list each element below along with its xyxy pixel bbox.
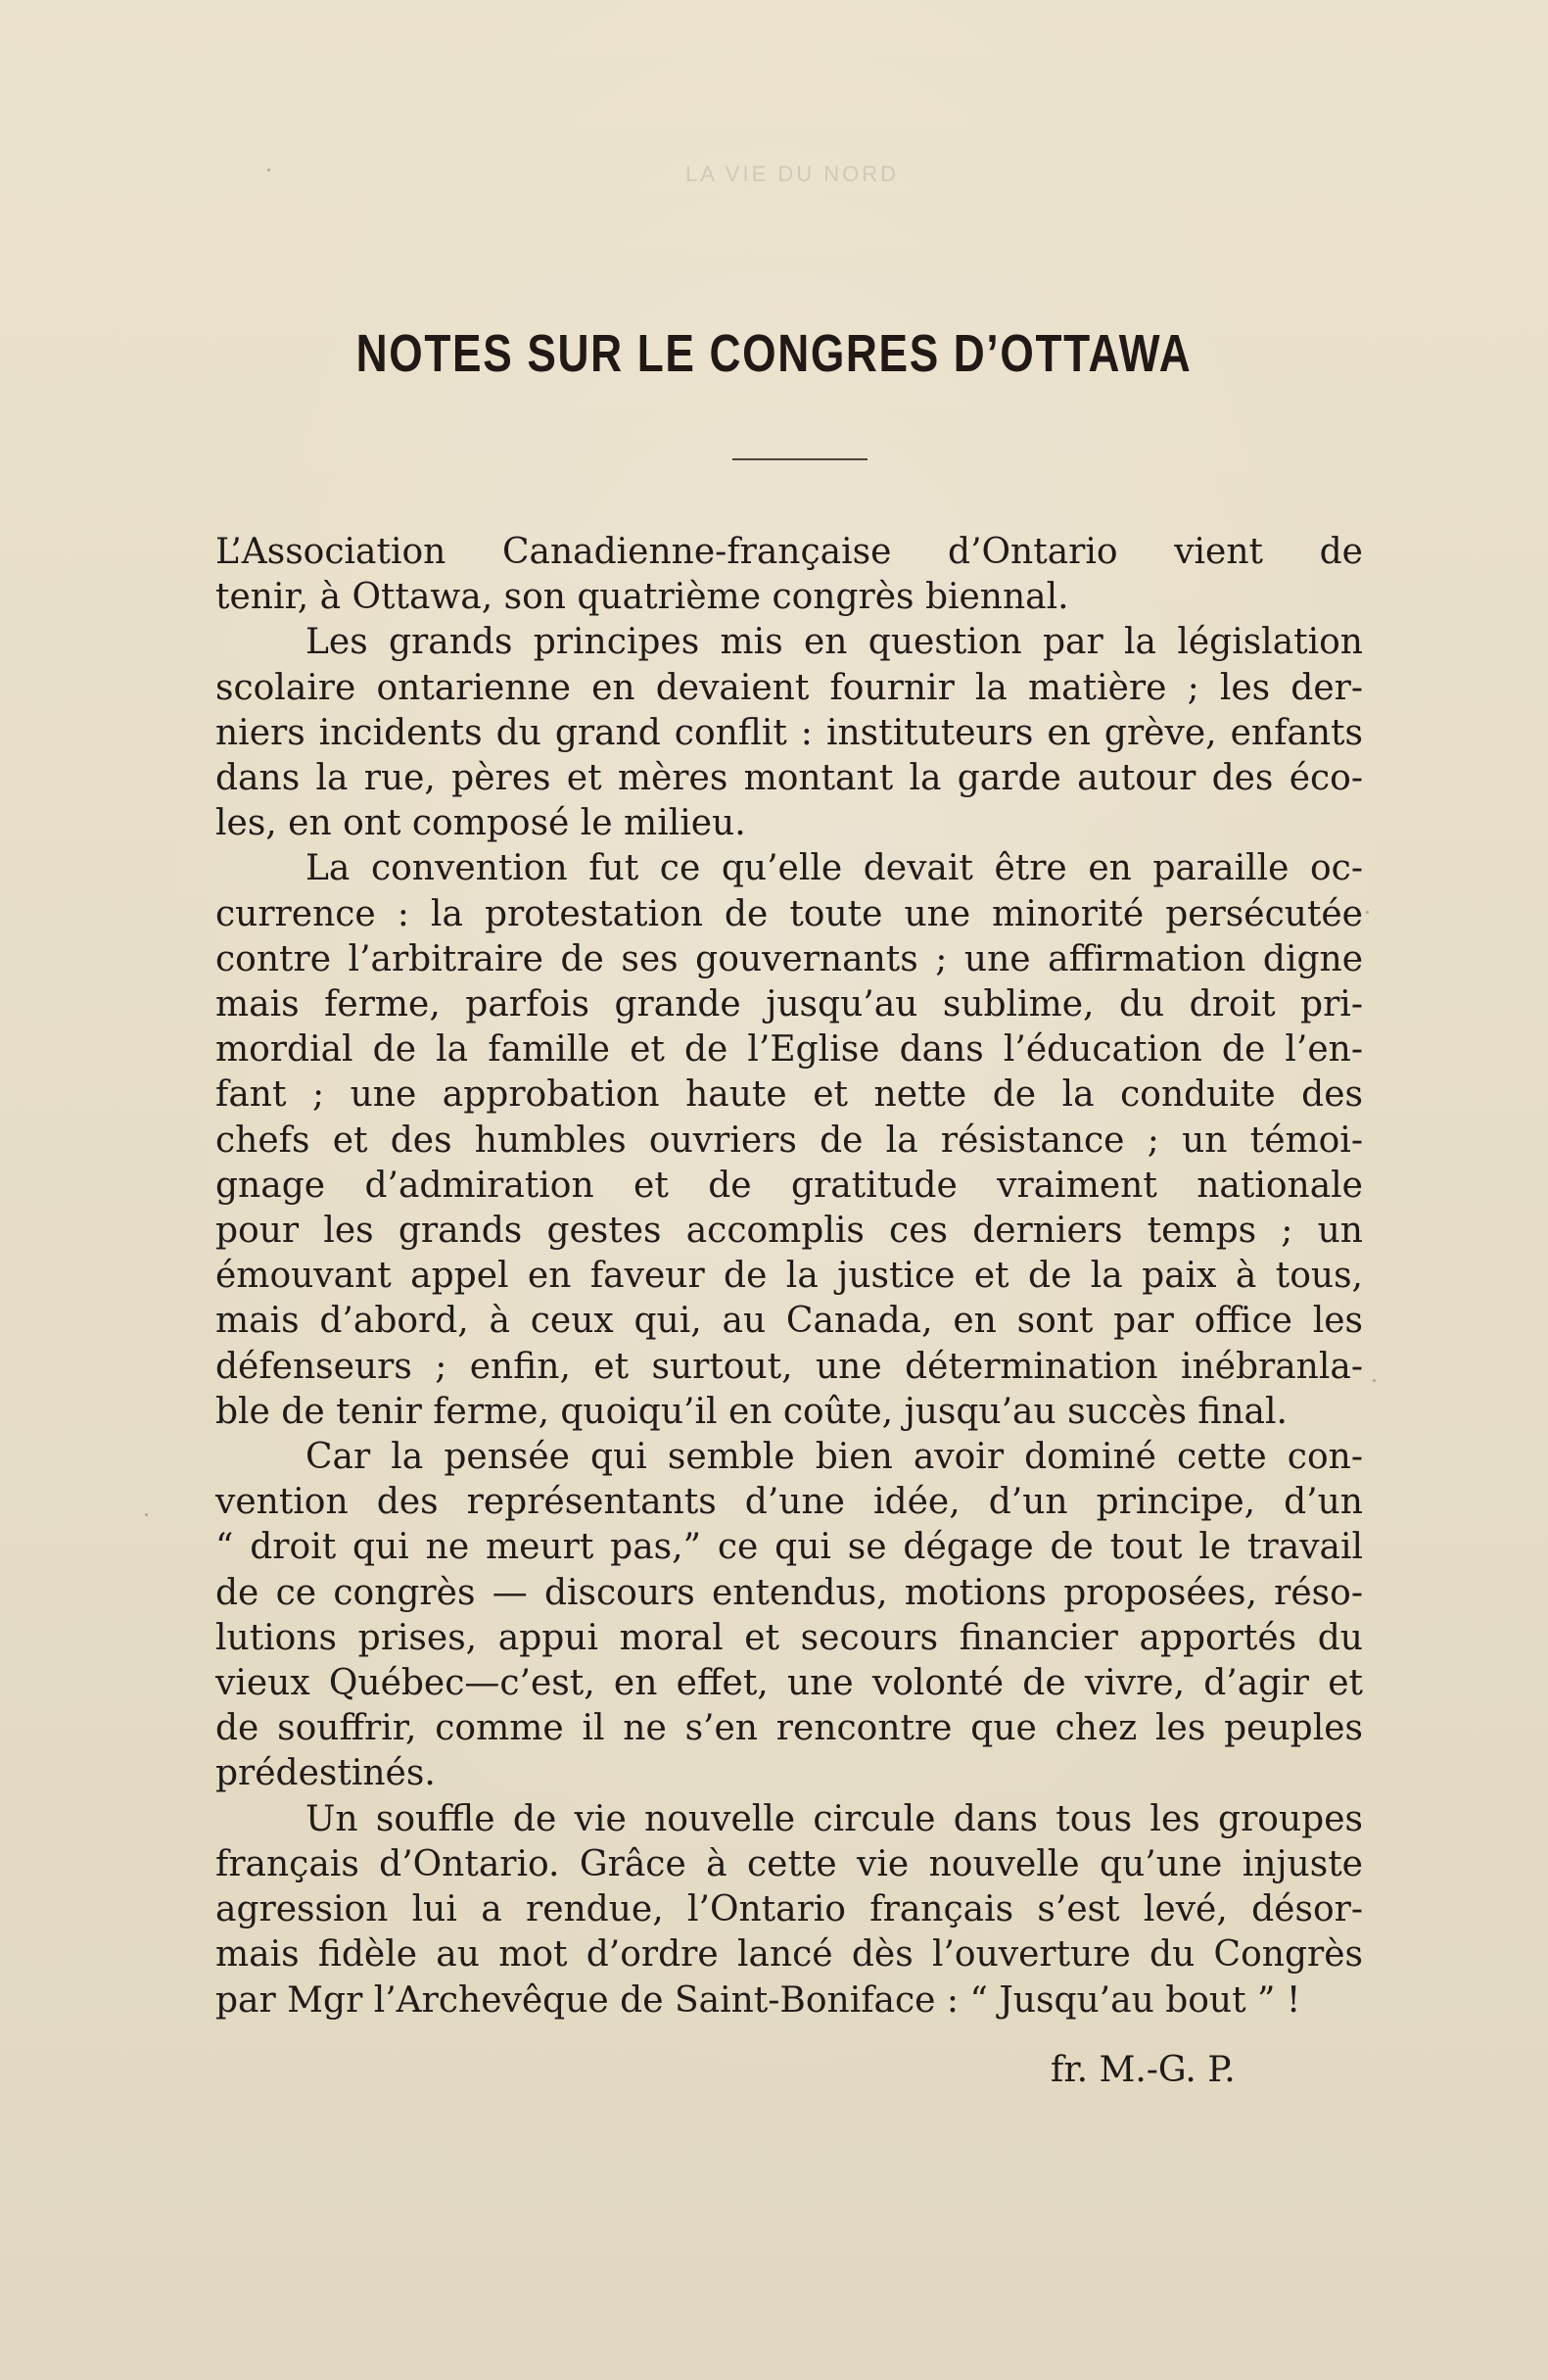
bleed-through-header: LA VIE DU NORD — [685, 162, 900, 186]
body-line: mais d’abord, à ceux qui, au Canada, en sont par office les — [215, 1301, 1363, 1342]
body-line: contre l’arbitraire de ses gouvernants ; une affirmation digne — [215, 938, 1363, 979]
body-line: currence : la protestation de toute une minorité persécutée — [215, 893, 1363, 934]
paper-speck — [1366, 911, 1369, 914]
body-line: français d’Ontario. Grâce à cette vie nouvelle qu’une injuste — [215, 1843, 1363, 1884]
body-line: ble de tenir ferme, quoiqu’il en coûte, jusqu’au succès final. — [215, 1391, 1288, 1432]
body-line: dans la rue, pères et mères montant la garde autour des éco- — [215, 758, 1363, 799]
body-line: de souffrir, comme il ne s’en rencontre que chez les peuples — [215, 1708, 1363, 1749]
body-line: agression lui a rendue, l’Ontario français s’est levé, désor- — [215, 1889, 1363, 1930]
body-line: L’Association Canadienne-française d’Ontario vient de — [215, 532, 1363, 572]
body-line: mais ferme, parfois grande jusqu’au sublime, du droit pri- — [215, 984, 1363, 1025]
title-rule — [732, 458, 868, 460]
body-line: pour les grands gestes accomplis ces derniers temps ; un — [215, 1211, 1363, 1252]
body-line: gnage d’admiration et de gratitude vraiment nationale — [215, 1165, 1363, 1206]
body-line: défenseurs ; enfin, et surtout, une détermination inébranla- — [215, 1346, 1363, 1387]
body-line: les, en ont composé le milieu. — [215, 803, 746, 844]
body-line: par Mgr l’Archevêque de Saint-Boniface : “ Jusqu’au bout ” ! — [215, 1979, 1301, 2021]
body-line: scolaire ontarienne en devaient fournir la matière ; les der- — [215, 667, 1363, 708]
body-line: prédestinés. — [215, 1753, 436, 1794]
paper-speck — [267, 168, 270, 171]
body-line: tenir, à Ottawa, son quatrième congrès biennal. — [215, 577, 1069, 618]
author-signature: fr. M.-G. P. — [1051, 2050, 1236, 2090]
body-line: vieux Québec—c’est, en effet, une volonté de vivre, d’agir et — [215, 1663, 1363, 1704]
body-line: de ce congrès — discours entendus, motions proposées, réso- — [215, 1572, 1363, 1613]
body-line: Les grands principes mis en question par la législation — [305, 622, 1363, 663]
body-line: “ droit qui ne meurt pas,” ce qui se dégage de tout le travail — [215, 1527, 1363, 1568]
body-line: La convention fut ce qu’elle devait être en paraille oc- — [305, 848, 1363, 889]
page-title: NOTES SUR LE CONGRES D’OTTAWA — [355, 324, 1193, 383]
body-line: mais fidèle au mot d’ordre lancé dès l’ouverture du Congrès — [215, 1934, 1363, 1975]
paper-speck — [145, 1513, 148, 1516]
body-line: vention des représentants d’une idée, d’un principe, d’un — [215, 1482, 1363, 1523]
body-line: Car la pensée qui semble bien avoir dominé cette con- — [305, 1437, 1363, 1478]
body-line: lutions prises, appui moral et secours financier apportés du — [215, 1617, 1363, 1658]
body-line: fant ; une approbation haute et nette de la conduite des — [215, 1074, 1363, 1116]
body-line: émouvant appel en faveur de la justice et de la paix à tous, — [215, 1256, 1363, 1297]
article-body — [215, 530, 1363, 2023]
body-line: mordial de la famille et de l’Eglise dans l’éducation de l’en- — [215, 1029, 1363, 1071]
paper-speck — [1373, 1379, 1376, 1382]
body-line: niers incidents du grand conflit : instituteurs en grève, enfants — [215, 712, 1363, 753]
body-line: chefs et des humbles ouvriers de la résistance ; un témoi- — [215, 1119, 1363, 1161]
body-line: Un souffle de vie nouvelle circule dans tous les groupes — [305, 1798, 1363, 1839]
